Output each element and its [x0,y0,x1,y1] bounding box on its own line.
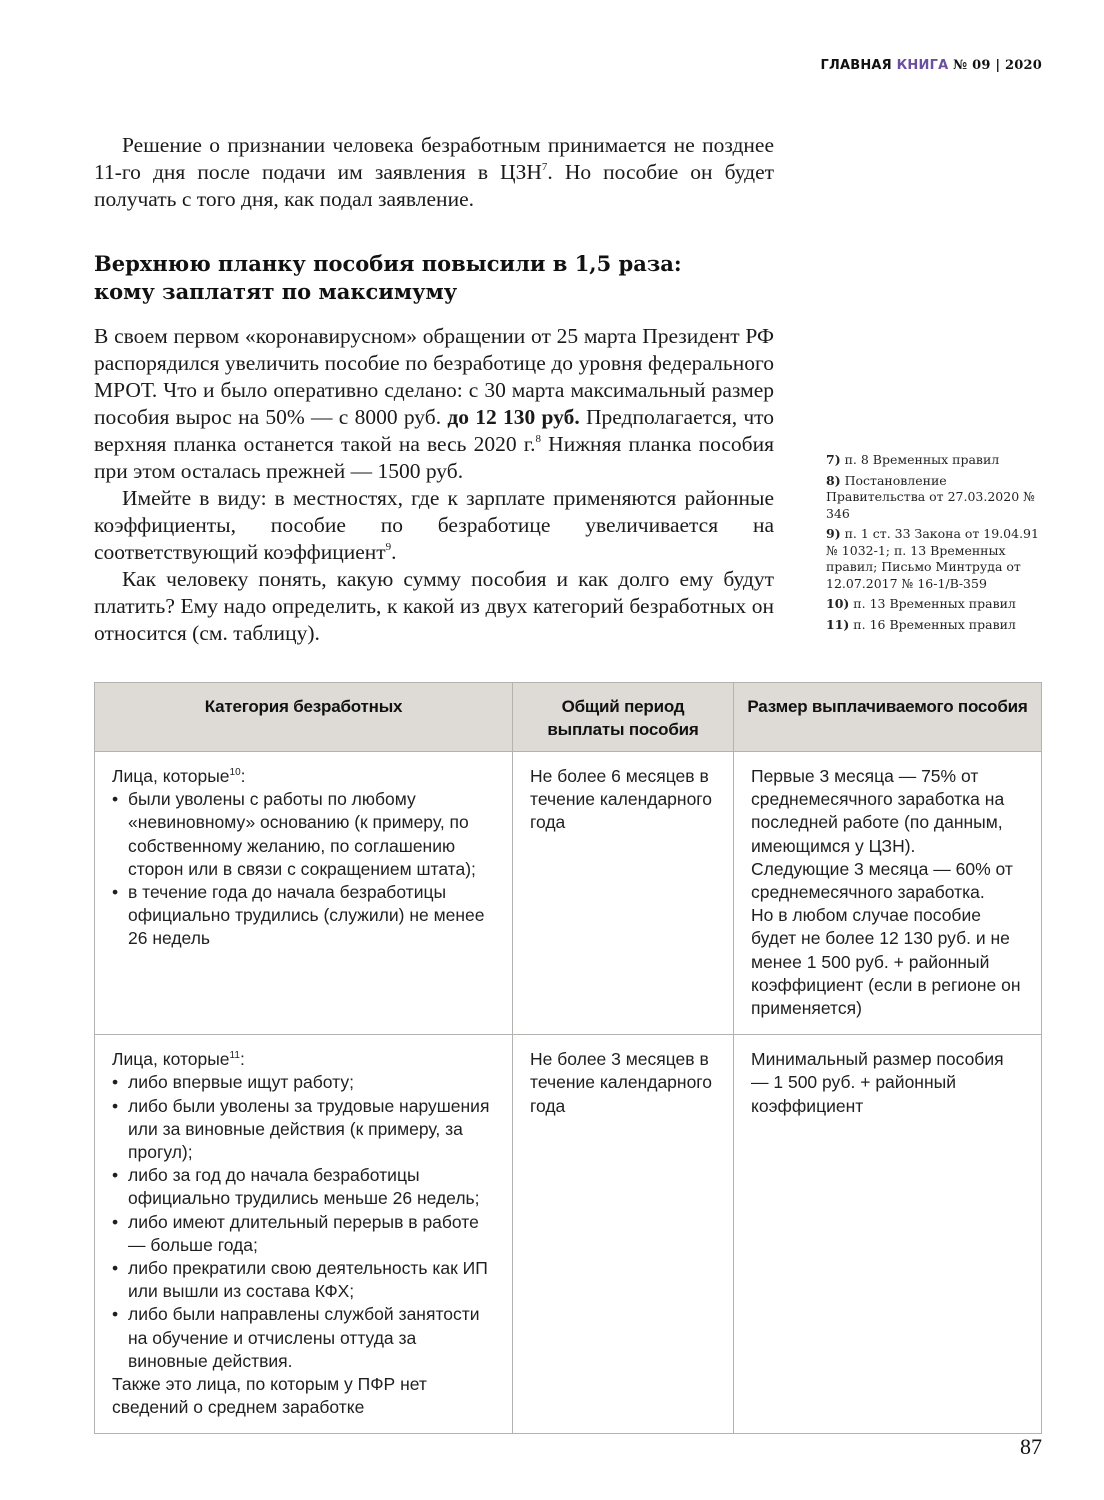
section-heading [94,250,774,306]
footnote-ref-7[interactable]: 7 [541,161,548,173]
paragraph-text: . [391,540,397,564]
footnote-ref-11[interactable]: 11 [229,1050,240,1062]
header-period: Общий период выплаты пособия [513,683,734,752]
cell-category [95,1035,513,1434]
running-head [820,58,1042,73]
body-paragraph-3: Как человеку понять, какую сумму пособия и как долго ему будут платить? Ему надо определить, к какой из двух категорий безработных он относится (см. таблицу). [94,567,774,645]
header-category: Категория безработных [95,683,513,752]
header-amount: Размер выплачиваемого пособия [734,683,1042,752]
intro-text-end: . Но пособие он будет получать с того дня, как подал заявление. [94,160,775,211]
magazine-name-part1: ГЛАВНАЯ [820,58,892,73]
paragraph-text: Нижняя планка пособия при этом осталась прежней — 1500 руб. [94,432,774,483]
issue-number: № 09 | 2020 [953,58,1042,73]
footnote-text: Постановление Правительства от 27.03.2020 № 346 [826,472,1035,521]
cell-amount [734,1035,1042,1434]
cell-amount [734,752,1042,1035]
list-item: • либо впервые ищут работу; [112,1071,496,1094]
paragraph-text: Предполагается, что верхняя планка останется такой на весь 2020 г. [94,405,774,456]
list-item: • либо за год до начала безработицы официально трудились меньше 26 недель; [112,1164,496,1210]
footnote-8 [826,473,1046,523]
magazine-name-part2: КНИГА [896,58,949,73]
footnote-number: 11) [826,616,850,632]
footnote-11 [826,617,1046,634]
paragraph-text: В своем первом «коронавирусном» обращении от 25 марта Президент РФ распорядился увеличить пособие по безработице до уровня федерального МРОТ. Что и было оперативно сделано: с 30 марта максимальный размер пособия вырос на 50% — с 8000 руб. [94,324,774,429]
cell-period: Не более 6 месяцев в течение календарного года [513,752,734,1035]
table-row [95,1035,1042,1434]
amount-line: Первые 3 месяца — 75% от среднемесячного заработка на последней работе (по данным, имеющимся у ЦЗН). [751,766,1005,856]
footnote-number: 10) [826,596,850,611]
category-note: Также это лица, по которым у ПФР нет сведений о среднем заработке [112,1374,427,1418]
footnote-ref-9[interactable]: 9 [385,541,392,553]
heading-line-2: кому заплатят по максимуму [94,279,458,304]
section-body [94,323,774,647]
amount-line: Минимальный размер пособия — 1 500 руб. + районный коэффициент [751,1049,1004,1116]
intro-text: Решение о признании человека безработным принимается не позднее 11-го дня после подачи им заявления в ЦЗН [94,133,774,184]
table-header-row [95,683,1042,752]
max-benefit-amount: до 12 130 руб. [447,405,580,429]
footnote-10 [826,596,1046,613]
category-intro: Лица, которые [112,1049,230,1070]
footnote-text: п. 1 ст. 33 Закона от 19.04.91 № 1032-1; п. 13 Временных правил; Письмо Минтруда от 12.07.2017 № 16-1/В-359 [826,526,1039,591]
colon: : [239,1049,245,1070]
category-criteria-list [112,788,496,950]
page-number: 87 [1020,1434,1042,1459]
table-row [95,752,1042,1035]
footnotes-sidebar [826,452,1046,637]
body-paragraph-1 [94,323,774,485]
body-paragraph-2 [94,485,774,566]
cell-category [95,752,513,1035]
list-item: • либо были направлены службой занятости на обучение и отчислены оттуда за виновные действия. [112,1303,496,1373]
colon: : [240,766,246,786]
footnote-7 [826,452,1046,469]
category-intro: Лица, которые [112,766,230,786]
intro-paragraph [94,132,774,213]
footnote-9 [826,526,1046,592]
footnote-ref-10[interactable]: 10 [229,767,241,778]
list-item: • либо прекратили свою деятельность как ИП или вышли из состава КФХ; [112,1257,496,1303]
list-item: • либо были уволены за трудовые нарушения или за виновные действия (к примеру, за прогул); [112,1095,496,1165]
intro-block [94,132,774,213]
category-criteria-list [112,1071,496,1373]
footnote-ref-8[interactable]: 8 [535,433,542,445]
amount-line: Но в любом случае пособие будет не более 12 130 руб. и не менее 1 500 руб. + районный коэффициент (если в регионе он применяется) [751,905,1021,1019]
list-item: • были уволены с работы по любому «невиновному» основанию (к примеру, по собственному желанию, по соглашению сторон или в связи с сокращением штата); [112,788,496,881]
list-item: • либо имеют длительный перерыв в работе — больше года; [112,1211,496,1257]
amount-line: Следующие 3 месяца — 60% от среднемесячного заработка. [751,858,1013,903]
footnote-number: 8) [826,472,841,488]
footnote-text: п. 13 Временных правил [849,596,1016,611]
section-heading-block [94,250,774,306]
footnote-number: 9) [826,526,841,541]
paragraph-text: Имейте в виду: в местностях, где к зарплате применяются районные коэффициенты, пособие по безработице увеличивается на соответствующий коэффициент [94,486,774,564]
heading-line-1: Верхнюю планку пособия повысили в 1,5 раза: [94,251,682,276]
unemployment-benefits-table [94,682,1042,1434]
list-item: • в течение года до начала безработицы официально трудились (служили) не менее 26 недель [112,881,496,951]
footnote-text: п. 16 Временных правил [849,616,1016,632]
footnote-number: 7) [826,452,841,467]
footnote-text: п. 8 Временных правил [840,452,1000,467]
cell-period: Не более 3 месяцев в течение календарного года [513,1035,734,1434]
